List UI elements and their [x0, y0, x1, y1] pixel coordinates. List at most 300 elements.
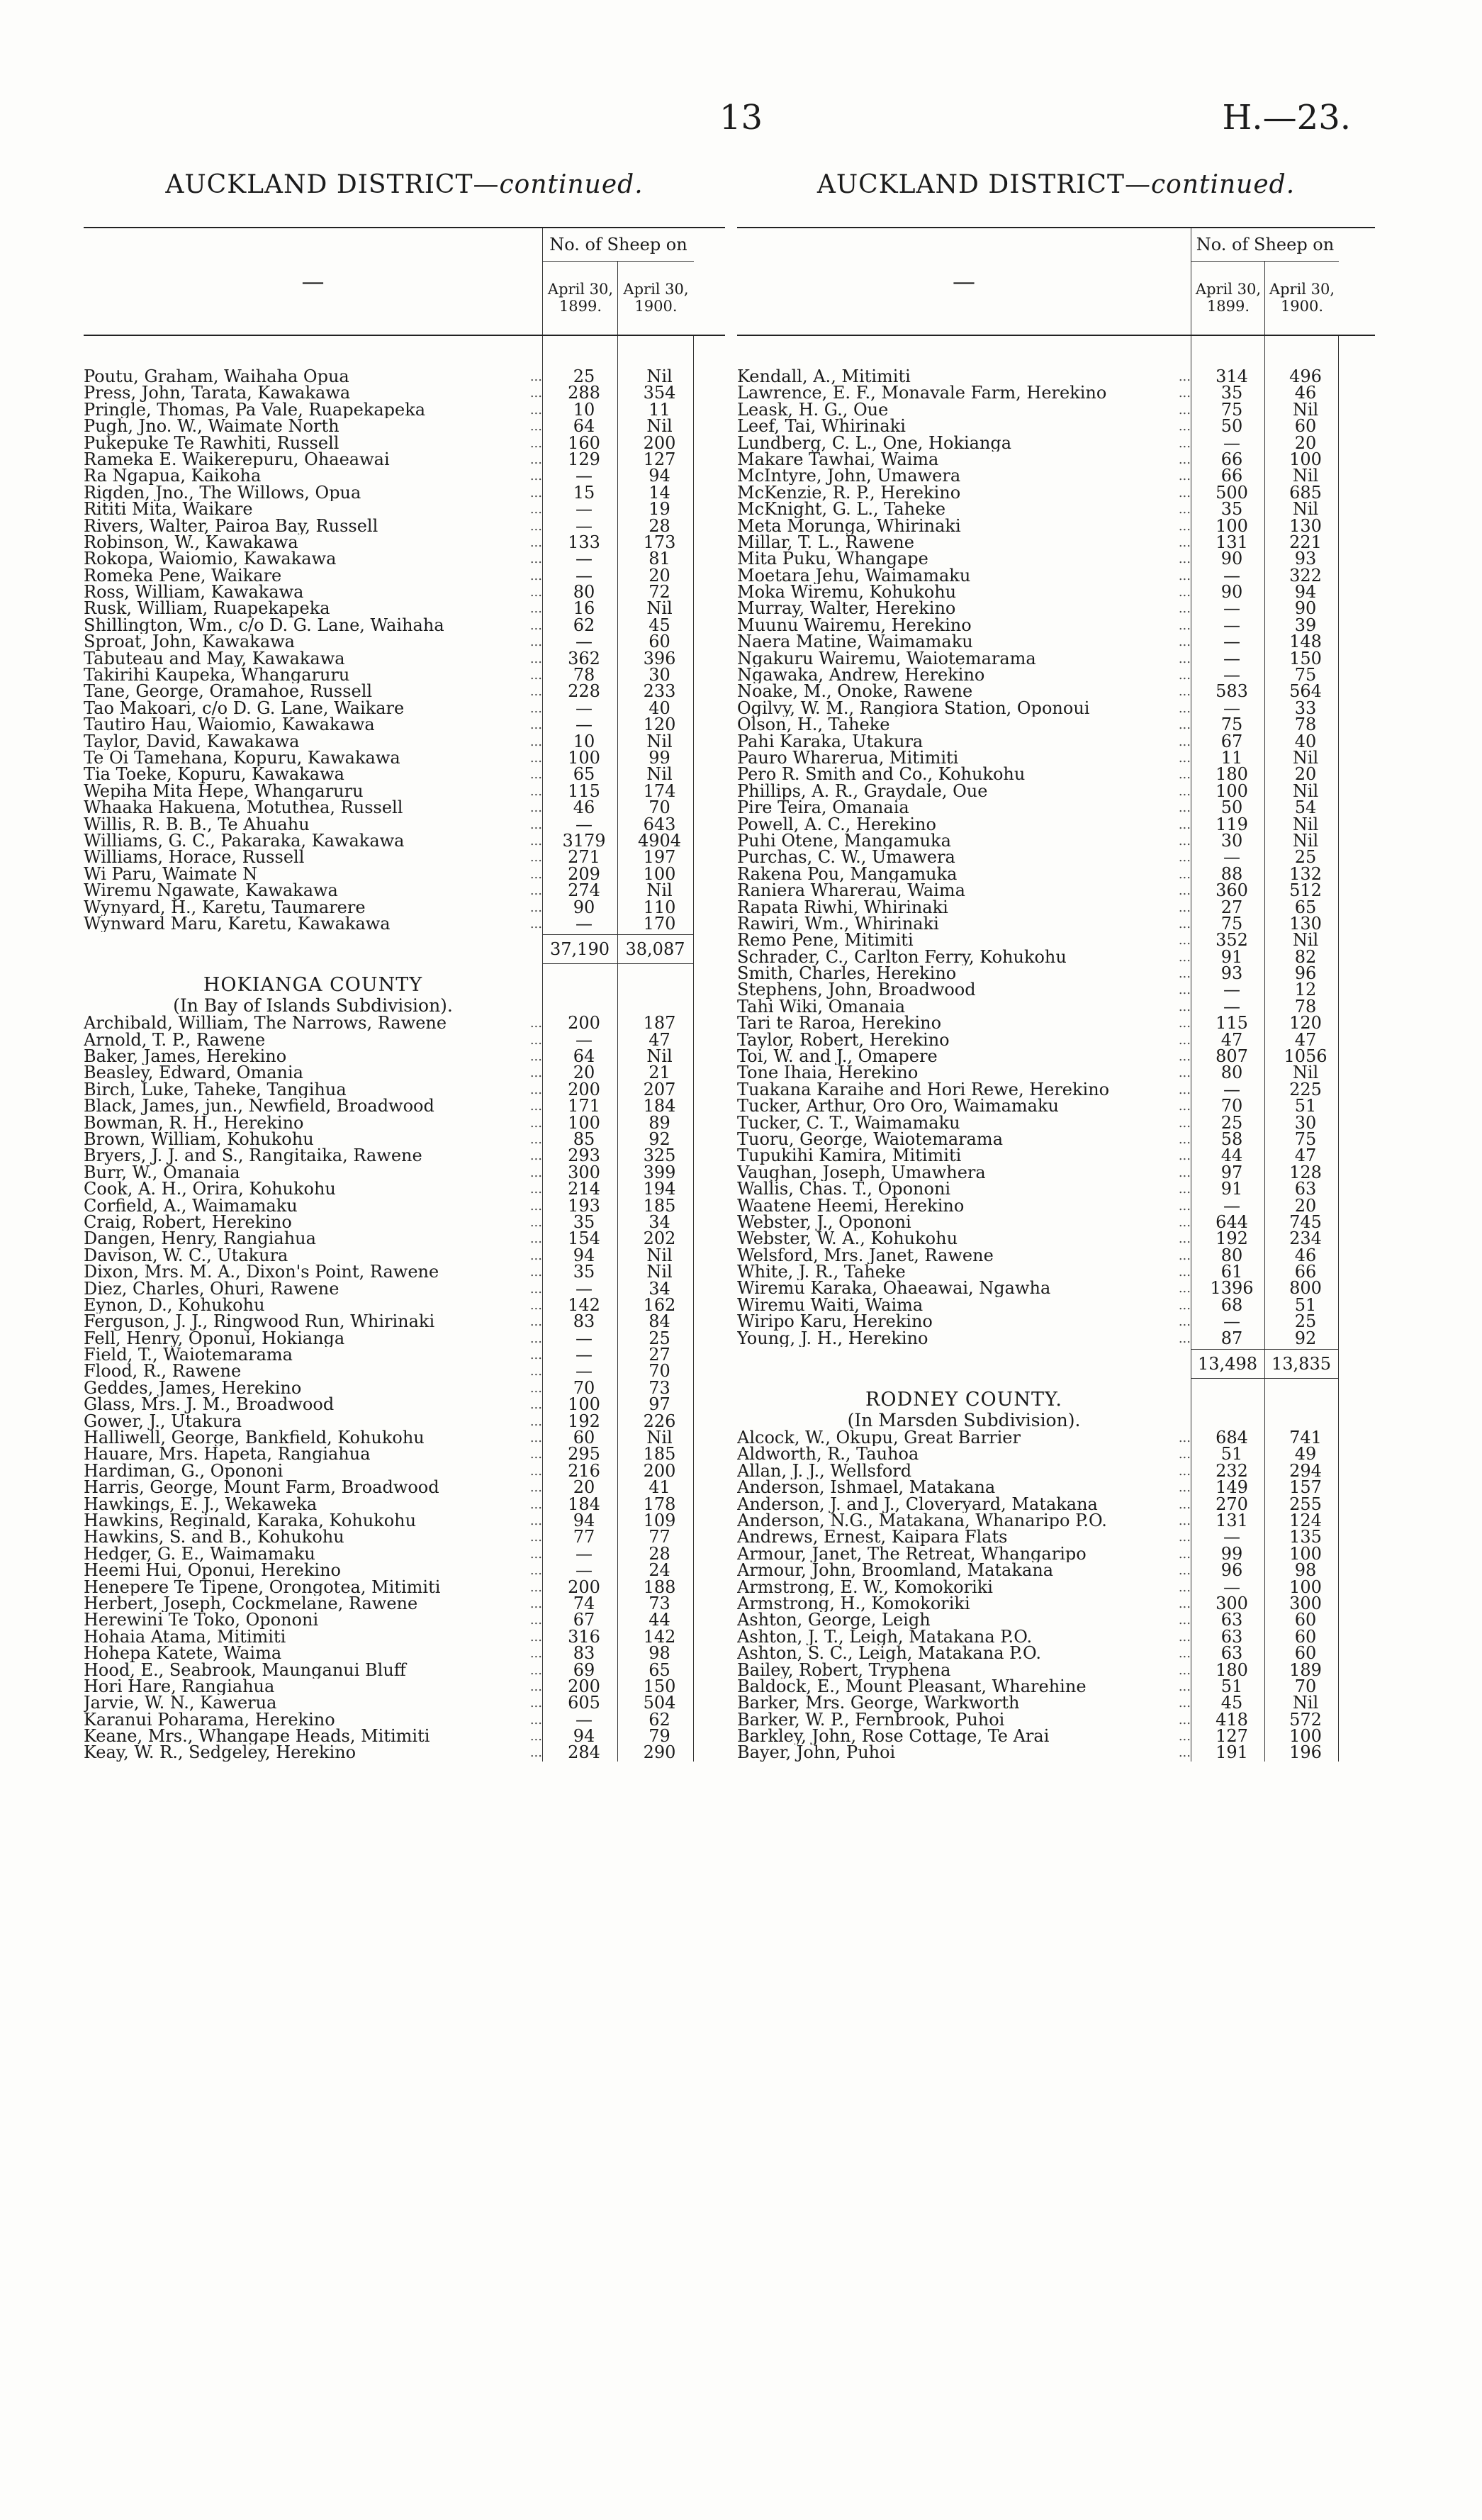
table-row — [737, 1181, 1375, 1197]
sheep-1900: 96 — [1294, 963, 1317, 984]
owner-name: Shillington, Wm., c/o D. G. Lane, Waihaha — [84, 617, 444, 634]
leader-dots: ... — [529, 668, 542, 683]
sheep-1900: Nil — [646, 598, 673, 619]
owner-name: Olson, H., Taheke — [737, 717, 890, 734]
leader-dots: ... — [1178, 1447, 1191, 1462]
table-row — [737, 1430, 1375, 1446]
table-row — [84, 534, 725, 551]
sheep-1900: 226 — [643, 1411, 676, 1431]
owner-name: Pahi Karaka, Utakura — [737, 733, 924, 750]
sheep-1900: 98 — [649, 1643, 670, 1664]
table-row — [737, 1626, 1375, 1647]
table-row — [84, 634, 725, 650]
leader-dots: ... — [529, 1596, 542, 1611]
leader-dots: ... — [1178, 850, 1191, 866]
table-row — [737, 717, 1375, 733]
section-title: HOKIANGA COUNTY — [203, 974, 423, 997]
owner-name: Ngakuru Wairemu, Waiotemarama — [737, 650, 1036, 668]
leader-dots: ... — [529, 684, 542, 700]
leader-dots: ... — [529, 1646, 542, 1662]
owner-name: Poutu, Graham, Waihaha Opua — [84, 369, 349, 386]
sheep-1900: 745 — [1289, 1211, 1322, 1232]
sheep-1899: 70 — [573, 1377, 595, 1398]
table-row — [84, 617, 725, 634]
owner-name: Davison, W. C., Utakura — [84, 1247, 288, 1265]
owner-name: Bowman, R. H., Herekino — [84, 1114, 304, 1132]
leader-dots: ... — [1178, 1032, 1191, 1048]
district-continued: continued. — [1150, 170, 1296, 199]
owner-name: Baldock, E., Mount Pleasant, Wharehine — [737, 1678, 1087, 1696]
table-row — [737, 399, 1375, 420]
leader-dots: ... — [529, 518, 542, 534]
table-row — [737, 1112, 1375, 1133]
table-row — [737, 982, 1375, 998]
sheep-1899: — — [1223, 432, 1240, 453]
owner-name: Gower, J., Utakura — [84, 1413, 242, 1430]
sheep-1900: 98 — [1294, 1560, 1317, 1581]
sheep-1899: 100 — [568, 1394, 600, 1415]
leader-dots: ... — [1178, 435, 1191, 451]
sheep-1899: 142 — [568, 1294, 600, 1315]
table-row — [737, 1148, 1375, 1164]
owner-name: Pauro Wharerua, Mitimiti — [737, 749, 959, 767]
table-row — [737, 1659, 1375, 1680]
leader-dots: ... — [1178, 469, 1191, 484]
sheep-1899: — — [576, 515, 593, 536]
leader-dots: ... — [1178, 1115, 1191, 1131]
table-row — [84, 683, 725, 700]
sheep-1899: — — [1223, 1195, 1240, 1216]
owner-name: Press, John, Tarata, Kawakawa — [84, 385, 351, 402]
owner-name: Karanui Poharama, Herekino — [84, 1711, 335, 1729]
leader-dots: ... — [1178, 1331, 1191, 1346]
leader-dots: ... — [1178, 502, 1191, 517]
sheep-1900: 60 — [1294, 1610, 1317, 1630]
owner-name: Moka Wiremu, Kohukohu — [737, 584, 957, 601]
table-row — [84, 1676, 725, 1696]
owner-name: Leef, Tai, Whirinaki — [737, 418, 906, 435]
owner-name: Harris, George, Mount Farm, Broadwood — [84, 1479, 439, 1496]
leader-dots: ... — [1178, 1629, 1191, 1645]
sheep-1900: 4904 — [637, 830, 682, 851]
sheep-1899: 605 — [568, 1693, 600, 1713]
sheep-1900: 20 — [1294, 764, 1317, 785]
owner-name: Puhi Otene, Mangamuka — [737, 832, 951, 850]
leader-dots: ... — [1178, 1662, 1191, 1678]
owner-name: Te Oi Tamehana, Kopuru, Kawakawa — [84, 749, 400, 767]
table-row — [84, 1460, 725, 1481]
sheep-1899: — — [576, 1361, 593, 1382]
owner-name: Tahi Wiki, Omanaia — [737, 998, 906, 1016]
sheep-1899: 360 — [1216, 880, 1248, 901]
owner-name: Beasley, Edward, Omania — [84, 1065, 303, 1082]
table-row — [737, 432, 1375, 453]
table-row — [84, 766, 725, 783]
sheep-1900: 77 — [649, 1527, 670, 1547]
leader-dots: ... — [1178, 1679, 1191, 1694]
sheep-1899: 10 — [573, 399, 595, 420]
sheep-1899: 25 — [1220, 1112, 1243, 1133]
sheep-1899: 127 — [1216, 1726, 1248, 1747]
sheep-1899: 200 — [568, 1577, 600, 1597]
sheep-1899: — — [1223, 1079, 1240, 1099]
sheep-1899: 119 — [1216, 814, 1248, 834]
table-row — [737, 1460, 1375, 1481]
sheep-1899: — — [1223, 1311, 1240, 1332]
sheep-1899: 300 — [1216, 1593, 1248, 1613]
table-row — [84, 1444, 725, 1465]
leader-dots: ... — [529, 386, 542, 401]
sheep-1899: 171 — [568, 1096, 600, 1116]
leader-dots: ... — [1178, 386, 1191, 401]
sheep-1899: 87 — [1220, 1328, 1243, 1348]
sheep-1900: 157 — [1289, 1477, 1322, 1498]
leader-dots: ... — [1178, 518, 1191, 534]
leader-dots: ... — [529, 1082, 542, 1097]
table-row — [737, 849, 1375, 866]
sheep-1900: 20 — [1294, 432, 1317, 453]
sheep-1899: 362 — [568, 648, 600, 668]
leader-dots: ... — [1178, 452, 1191, 467]
sheep-1900: 127 — [643, 449, 676, 469]
sheep-1899: 70 — [1220, 1096, 1243, 1116]
sheep-1900: 78 — [1294, 715, 1317, 735]
sheep-1900: 30 — [649, 665, 670, 685]
owner-name: Williams, Horace, Russell — [84, 849, 305, 866]
leader-dots: ... — [1178, 485, 1191, 500]
table-row — [737, 1529, 1375, 1545]
table-row — [84, 780, 725, 801]
right-column — [737, 170, 1375, 1762]
table-row — [737, 700, 1375, 717]
sheep-1899: 75 — [1220, 913, 1243, 934]
table-row — [737, 1695, 1375, 1711]
owner-name: Field, T., Waiotemarama — [84, 1347, 293, 1364]
owner-name: Hohepa Katete, Waima — [84, 1645, 282, 1662]
table-row — [737, 1048, 1375, 1065]
owner-name: Wiremu Waiti, Waima — [737, 1297, 924, 1314]
sheep-1900: 41 — [649, 1477, 670, 1498]
owner-name: Henepere Te Tipene, Orongotea, Mitimiti — [84, 1579, 441, 1596]
sheep-1900: 51 — [1294, 1096, 1317, 1116]
leader-dots: ... — [1178, 1513, 1191, 1528]
sheep-1899: 94 — [573, 1511, 595, 1530]
sheep-1899: 35 — [1220, 499, 1243, 520]
table-row — [84, 717, 725, 733]
owner-name: Anderson, Ishmael, Matakana — [737, 1479, 996, 1496]
sheep-1899: — — [576, 466, 593, 486]
table-row — [737, 747, 1375, 768]
sheep-1900: 685 — [1289, 482, 1322, 503]
table-row — [84, 700, 725, 717]
sheep-1900: Nil — [1292, 399, 1319, 420]
table-row — [84, 1529, 725, 1545]
leader-dots: ... — [529, 1016, 542, 1031]
sheep-1899: 583 — [1216, 681, 1248, 702]
table-row — [84, 600, 725, 617]
leader-dots: ... — [529, 717, 542, 733]
sheep-1900: 51 — [1294, 1294, 1317, 1315]
owner-name: Schrader, C., Carlton Ferry, Kohukohu — [737, 948, 1067, 966]
sheep-1900: 60 — [1294, 416, 1317, 437]
table-row — [84, 648, 725, 668]
leader-dots: ... — [1178, 1248, 1191, 1263]
owner-name: Keane, Mrs., Whangape Heads, Mitimiti — [84, 1728, 430, 1745]
leader-dots: ... — [1178, 1297, 1191, 1313]
owner-name: Rameka E. Waikerepuru, Ohaeawai — [84, 451, 390, 469]
table-row — [737, 1098, 1375, 1114]
sheep-1899: 25 — [573, 366, 595, 386]
leader-dots: ... — [1178, 833, 1191, 849]
owner-name: Herbert, Joseph, Cockmelane, Rawene — [84, 1595, 418, 1613]
owner-name: Rawiri, Wm., Whirinaki — [737, 915, 939, 933]
sheep-1899: 232 — [1216, 1460, 1248, 1481]
sheep-1899: 69 — [573, 1659, 595, 1680]
leader-dots: ... — [1178, 585, 1191, 600]
leader-dots: ... — [1178, 617, 1191, 633]
sheep-1900: 65 — [1294, 897, 1317, 917]
sheep-1900: 396 — [643, 648, 676, 668]
sheep-1899: 46 — [573, 797, 595, 818]
table-row — [737, 634, 1375, 650]
sheep-1900: 130 — [1289, 515, 1322, 536]
table-row — [84, 880, 725, 901]
sheep-1900: 294 — [1289, 1460, 1322, 1481]
sheep-1899: — — [576, 1709, 593, 1730]
owner-name: Glass, Mrs. J. M., Broadwood — [84, 1396, 335, 1413]
sheep-1899: 63 — [1220, 1643, 1243, 1664]
sheep-1900: 25 — [1294, 1311, 1317, 1332]
table-header — [737, 227, 1375, 336]
sheep-1900: 89 — [649, 1112, 670, 1133]
owner-name: Ngawaka, Andrew, Herekino — [737, 667, 985, 684]
table-row — [84, 1294, 725, 1315]
table-row — [84, 551, 725, 567]
sheep-1900: 322 — [1289, 565, 1322, 586]
sheep-1900: Nil — [646, 1046, 673, 1067]
sheep-1899: — — [1223, 648, 1240, 668]
leader-dots: ... — [1178, 369, 1191, 384]
sheep-1900: 496 — [1289, 366, 1322, 386]
sheep-1900: 99 — [649, 747, 670, 768]
owner-name: Remo Pene, Mitimiti — [737, 932, 914, 949]
table-row — [737, 996, 1375, 1017]
sheep-1899: — — [576, 913, 593, 934]
sheep-1899: 314 — [1216, 366, 1248, 386]
table-row — [84, 1361, 725, 1382]
leader-dots: ... — [529, 1364, 542, 1379]
leader-dots: ... — [1178, 900, 1191, 915]
sheep-1899: 316 — [568, 1626, 600, 1647]
leader-dots: ... — [1178, 1480, 1191, 1496]
owner-name: Rigden, Jno., The Willows, Opua — [84, 484, 361, 502]
owner-name: Millar, T. L., Rawene — [737, 534, 914, 551]
table-row — [84, 366, 725, 386]
table-row — [737, 1311, 1375, 1332]
sheep-1900: 28 — [649, 515, 670, 536]
owner-name: Tane, George, Oramahoe, Russell — [84, 683, 373, 700]
leader-dots: ... — [529, 585, 542, 600]
leader-dots: ... — [529, 1032, 542, 1048]
table-row — [737, 780, 1375, 801]
sheep-1899: — — [576, 698, 593, 718]
owner-name: Geddes, James, Herekino — [84, 1379, 302, 1397]
owner-name: Sproat, John, Kawakawa — [84, 634, 295, 651]
owner-name: Hardiman, G., Opononi — [84, 1462, 284, 1480]
leader-dots: ... — [529, 1265, 542, 1280]
owner-name: Welsford, Mrs. Janet, Rawene — [737, 1247, 994, 1265]
sheep-1900: 100 — [1289, 1543, 1322, 1564]
owner-name: Anderson, J. and J., Cloveryard, Matakana — [737, 1496, 1098, 1513]
table-row — [84, 1479, 725, 1496]
leader-dots: ... — [529, 916, 542, 931]
owner-name: Rititi Mita, Waikare — [84, 501, 253, 518]
table-row — [84, 1311, 725, 1332]
owner-name: Tucker, C. T., Waimamaku — [737, 1114, 960, 1131]
leader-dots: ... — [1178, 734, 1191, 749]
owner-name: Wiremu Ngawate, Kawakawa — [84, 883, 338, 900]
sheep-1899: — — [1223, 698, 1240, 718]
table-row — [737, 1228, 1375, 1249]
sheep-1900: Nil — [646, 1428, 673, 1448]
sheep-1899: 115 — [568, 780, 600, 801]
sheep-1899: 270 — [1216, 1494, 1248, 1514]
table-row — [84, 1612, 725, 1628]
sheep-1900: 75 — [1294, 1129, 1317, 1149]
sheep-1900: 84 — [649, 1311, 670, 1332]
owner-name: Barker, Mrs. George, Warkworth — [737, 1695, 1020, 1712]
sheep-1900: 20 — [649, 565, 670, 586]
sheep-1899: 418 — [1216, 1709, 1248, 1730]
table-row — [84, 1645, 725, 1662]
owner-name: Purchas, C. W., Umawera — [737, 849, 955, 866]
leader-dots: ... — [1178, 1314, 1191, 1330]
table-row — [737, 863, 1375, 884]
sheep-1899: 51 — [1220, 1444, 1243, 1465]
table-row — [737, 830, 1375, 851]
sheep-1900: 184 — [643, 1096, 676, 1116]
leader-dots: ... — [1178, 866, 1191, 882]
table-row — [84, 1695, 725, 1711]
owner-name: McKnight, G. L., Taheke — [737, 501, 946, 518]
sheep-1900: 92 — [1294, 1328, 1317, 1348]
sheep-1899: 58 — [1220, 1129, 1243, 1149]
table-row — [737, 1612, 1375, 1628]
sheep-1899: 77 — [573, 1527, 595, 1547]
leader-dots: ... — [529, 1148, 542, 1164]
table-row — [84, 1162, 725, 1182]
owner-name: Tari te Raroa, Herekino — [737, 1015, 942, 1032]
sheep-1900: Nil — [1292, 930, 1319, 951]
leader-dots: ... — [529, 369, 542, 384]
sheep-1899: 96 — [1220, 1560, 1243, 1581]
table-row — [84, 515, 725, 536]
table-body — [737, 336, 1375, 1762]
table-row — [84, 565, 725, 586]
sheep-1899: — — [576, 1345, 593, 1365]
owner-name: Toi, W. and J., Omapere — [737, 1048, 938, 1065]
sheep-1900: 97 — [649, 1394, 670, 1415]
sheep-1899: 80 — [1220, 1245, 1243, 1265]
sheep-1899: 62 — [573, 615, 595, 635]
table-rows-group — [737, 366, 1375, 1348]
sheep-1899: 97 — [1220, 1162, 1243, 1182]
owner-name: Armstrong, H., Komokoriki — [737, 1595, 970, 1613]
owner-name: Bailey, Robert, Tryphena — [737, 1662, 951, 1679]
sheep-1900: 399 — [643, 1162, 676, 1182]
table-row — [84, 897, 725, 917]
sheep-1900: Nil — [646, 366, 673, 386]
table-row — [737, 1245, 1375, 1265]
sheep-1900: 100 — [1289, 449, 1322, 469]
name-column-header: — — [953, 268, 975, 295]
leader-dots: ... — [1178, 534, 1191, 550]
sheep-1900: Nil — [646, 731, 673, 751]
owner-name: Hawkins, Reginald, Karaka, Kohukohu — [84, 1513, 417, 1530]
leader-dots: ... — [529, 1447, 542, 1462]
sheep-1900: 75 — [1294, 665, 1317, 685]
table-row — [84, 1709, 725, 1730]
sheep-1899: 100 — [568, 747, 600, 768]
leader-dots: ... — [1178, 916, 1191, 931]
leader-dots: ... — [1178, 1596, 1191, 1611]
table-row — [737, 1162, 1375, 1182]
table-row — [737, 449, 1375, 469]
owner-name: Noake, M., Onoke, Rawene — [737, 683, 973, 700]
leader-dots: ... — [1178, 1712, 1191, 1727]
leader-dots: ... — [529, 1430, 542, 1446]
sheep-1899: 100 — [568, 1112, 600, 1133]
leader-dots: ... — [529, 1214, 542, 1230]
leader-dots: ... — [1178, 1231, 1191, 1247]
owner-name: Williams, G. C., Pakaraka, Kawakawa — [84, 832, 405, 850]
section-title: RODNEY COUNTY. — [865, 1389, 1062, 1411]
sheep-1900: 189 — [1289, 1659, 1322, 1680]
document-reference: H.—23. — [1222, 98, 1351, 138]
owner-name: Tao Makoari, c/o D. G. Lane, Waikare — [84, 700, 405, 717]
sheep-1900: 200 — [643, 432, 676, 453]
sheep-1900: 741 — [1289, 1428, 1322, 1448]
sheep-1900: 39 — [1294, 615, 1317, 635]
leader-dots: ... — [1178, 1065, 1191, 1081]
sheep-1900: 207 — [643, 1079, 676, 1099]
sheep-1899: 228 — [568, 681, 600, 702]
table-row — [84, 747, 725, 768]
leader-dots: ... — [529, 419, 542, 435]
table-row — [737, 515, 1375, 536]
table-row — [737, 1065, 1375, 1081]
leader-dots: ... — [529, 651, 542, 666]
sheep-1900: 132 — [1289, 863, 1322, 884]
sheep-1899: — — [1223, 1527, 1240, 1547]
table-rows-group — [84, 366, 725, 934]
leader-dots: ... — [1178, 651, 1191, 666]
leader-dots: ... — [529, 1397, 542, 1413]
owner-name: Eynon, D., Kohukohu — [84, 1297, 265, 1314]
leader-dots: ... — [529, 1065, 542, 1081]
leader-dots: ... — [529, 1613, 542, 1628]
sheep-1899: 184 — [568, 1494, 600, 1514]
table-row — [84, 1065, 725, 1081]
table-row — [84, 1430, 725, 1446]
sheep-1900: 94 — [1294, 582, 1317, 603]
sheep-1899: 85 — [573, 1129, 595, 1150]
sheep-1900: 233 — [643, 681, 676, 702]
sheep-1900: 290 — [643, 1742, 676, 1763]
sheep-1899: — — [576, 632, 593, 652]
leader-dots: ... — [529, 617, 542, 633]
table-row — [84, 797, 725, 818]
